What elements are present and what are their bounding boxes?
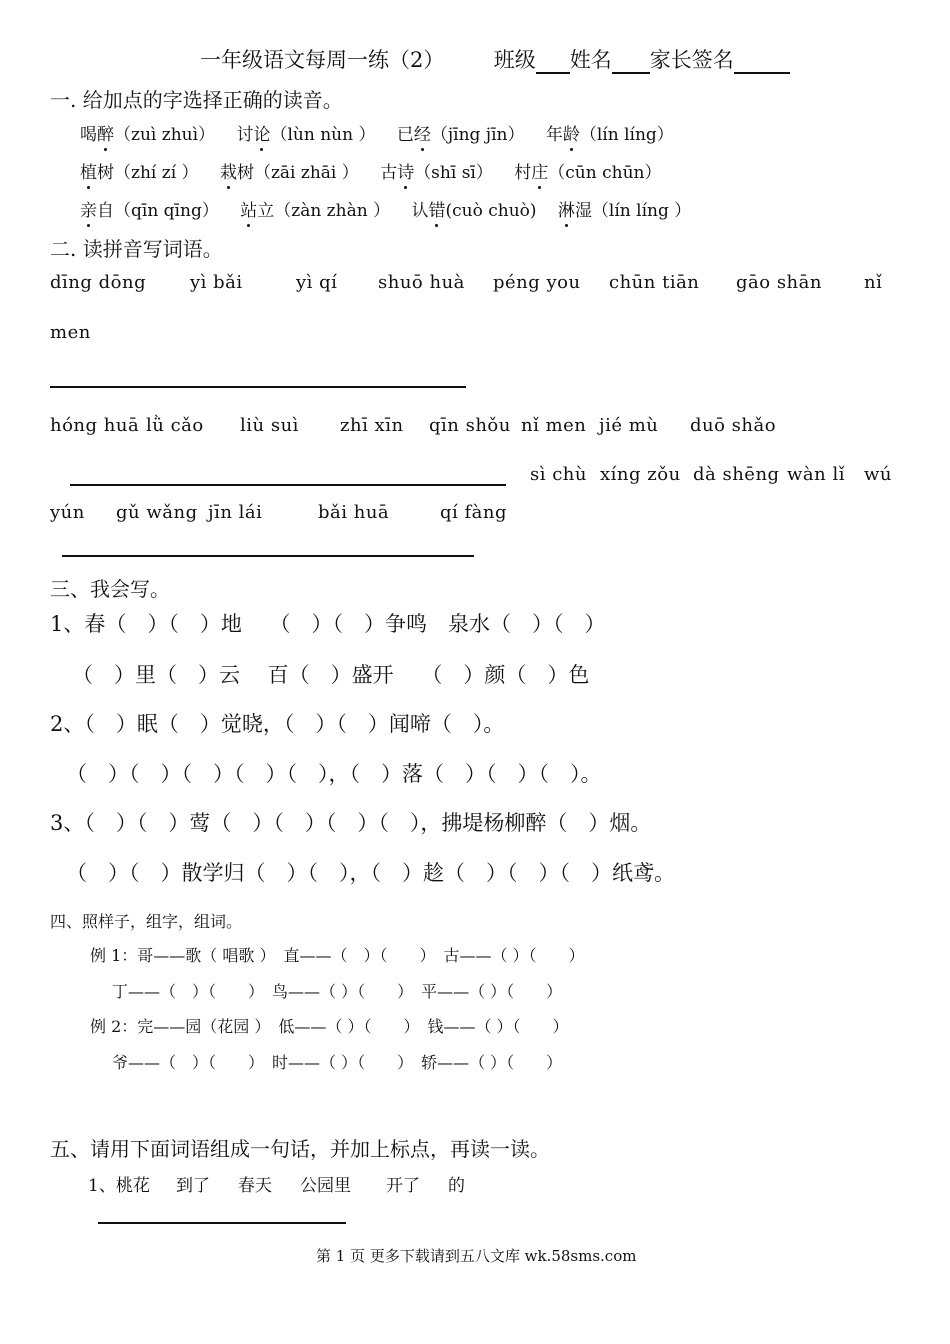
fill-blank-line[interactable]: （ ）（ ）（ ）（ ）（ ），（ ）落（ ）（ ）（ ）。 [66, 762, 602, 786]
pinyin-word: péng you [493, 272, 581, 293]
pinyin-choice-item: 淋湿（lín líng ） [558, 196, 691, 221]
word-build-line[interactable]: 丁——（ ）（ ） 鸟——（ ）（ ） 平——（ ）（ ） [112, 982, 563, 1001]
section3-heading: 三、我会写。 [50, 577, 170, 601]
dotted-char: 站 [240, 196, 257, 221]
answer-line[interactable] [62, 555, 474, 557]
pinyin-choice-item: 古诗（shī sī） [380, 158, 493, 183]
pinyin-word: bǎi huā [318, 502, 390, 523]
dotted-char: 亲 [80, 196, 97, 221]
dotted-char: 论 [253, 120, 270, 145]
pinyin-word: men [50, 322, 91, 343]
pinyin-choice-item: 亲自（qīn qīng） [80, 196, 219, 221]
worksheet-title: 一年级语文每周一练（2） [200, 48, 445, 72]
pinyin-word: dīng dōng [50, 272, 147, 293]
word-item: 到了 [176, 1176, 210, 1196]
section1-row-1 [80, 120, 690, 145]
fill-blank-line[interactable]: 3、（ ）（ ）莺（ ）（ ）（ ）（ ），拂堤杨柳醉（ ）烟。 [50, 811, 652, 835]
pinyin-word: jīn lái [208, 502, 263, 523]
pinyin-choice-item: 植树（zhí zí ） [80, 158, 199, 183]
dotted-char: 醉 [97, 120, 114, 145]
dotted-char: 栽 [220, 158, 237, 183]
section1-row-3 [80, 196, 707, 221]
pinyin-word: xíng zǒu [600, 464, 681, 485]
fill-blank-line[interactable]: （ ）（ ）散学归（ ）（ ），（ ）趁（ ）（ ）（ ）纸鸢。 [66, 861, 675, 885]
dotted-char: 植 [80, 158, 97, 183]
pinyin-word: yún [50, 502, 85, 523]
parent-signature-blank[interactable] [734, 52, 790, 74]
dotted-char: 经 [414, 120, 431, 145]
pinyin-word: hóng huā [50, 415, 140, 436]
page-footer: 第 1 页 更多下载请到五八文库 wk.58sms.com [316, 1247, 637, 1265]
section4-heading: 四、照样子，组字，组词。 [50, 912, 243, 931]
fill-blank-line[interactable]: 1、春（ ）（ ）地 （ ）（ ）争鸣 泉水（ ）（ ） [50, 612, 606, 636]
pinyin-word: nǐ [864, 272, 883, 293]
pinyin-word: qīn shǒu [429, 415, 511, 436]
pinyin-word: duō shǎo [690, 415, 777, 436]
pinyin-word: qí fàng [440, 502, 508, 523]
pinyin-choice-item: 栽树（zāi zhāi ） [220, 158, 359, 183]
page-title [200, 44, 790, 74]
pinyin-word: chūn tiān [609, 272, 700, 293]
pinyin-word: nǐ men [521, 415, 587, 436]
name-label: 姓名 [569, 48, 612, 72]
answer-line[interactable] [98, 1222, 346, 1224]
pinyin-word: gāo shān [736, 272, 822, 293]
class-label: 班级 [493, 48, 536, 72]
word-item: 的 [448, 1176, 465, 1196]
pinyin-choice-item: 村庄（cūn chūn） [514, 158, 661, 183]
pinyin-choice-item: 认错(cuò chuò) [411, 196, 536, 221]
class-blank[interactable] [536, 52, 570, 74]
parent-signature-label: 家长签名 [649, 48, 734, 72]
answer-line[interactable] [70, 484, 506, 486]
pinyin-word: wàn lǐ [787, 464, 845, 485]
pinyin-word: yì qí [296, 272, 338, 293]
fill-blank-line[interactable]: （ ）里（ ）云 百（ ）盛开 （ ）颜（ ）色 [72, 663, 590, 687]
pinyin-word: gǔ wǎng [116, 502, 198, 523]
section1-row-2 [80, 158, 677, 183]
word-item: 1、桃花 [88, 1176, 150, 1196]
dotted-char: 错 [428, 196, 445, 221]
name-blank[interactable] [612, 52, 650, 74]
pinyin-choice-item: 站立（zàn zhàn ） [240, 196, 390, 221]
pinyin-word: shuō huà [378, 272, 465, 293]
pinyin-word: sì chù [530, 464, 587, 485]
pinyin-word: liù suì [240, 415, 299, 436]
pinyin-choice-item: 年龄（lín líng） [546, 120, 674, 145]
dotted-char: 诗 [397, 158, 414, 183]
pinyin-choice-item: 讨论（lùn nùn ） [236, 120, 375, 145]
pinyin-word: lǜ cǎo [146, 415, 204, 436]
pinyin-choice-item: 喝醉（zuì zhuì） [80, 120, 215, 145]
fill-blank-line[interactable]: 2、（ ）眠（ ）觉晓，（ ）（ ）闻啼（ ）。 [50, 712, 505, 736]
word-item: 开了 [386, 1176, 420, 1196]
section2-heading: 二. 读拼音写词语。 [50, 237, 223, 261]
word-item: 春天 [238, 1176, 272, 1196]
pinyin-word: jié mù [599, 415, 659, 436]
pinyin-choice-item: 已经（jīng jīn） [397, 120, 525, 145]
answer-line[interactable] [50, 386, 466, 388]
pinyin-word: dà shēng [693, 464, 780, 485]
word-build-line[interactable]: 爷——（ ）（ ） 时——（ ）（ ） 轿——（ ）（ ） [112, 1053, 563, 1072]
dotted-char: 淋 [558, 196, 575, 221]
word-build-line[interactable]: 例 1：哥——歌（ 唱歌 ） 直——（ ）（ ） 古——（ ）（ ） [90, 946, 585, 965]
pinyin-word: wú [864, 464, 892, 485]
pinyin-word: yì bǎi [190, 272, 243, 293]
dotted-char: 庄 [531, 158, 548, 183]
pinyin-word: zhī xīn [340, 415, 404, 436]
section5-heading: 五、请用下面词语组成一句话，并加上标点，再读一读。 [50, 1137, 550, 1161]
word-item: 公园里 [300, 1176, 351, 1196]
dotted-char: 龄 [563, 120, 580, 145]
section1-heading: 一. 给加点的字选择正确的读音。 [50, 88, 343, 112]
word-build-line[interactable]: 例 2：完——园（花园 ） 低——（ ）（ ） 钱——（ ）（ ） [90, 1017, 569, 1036]
